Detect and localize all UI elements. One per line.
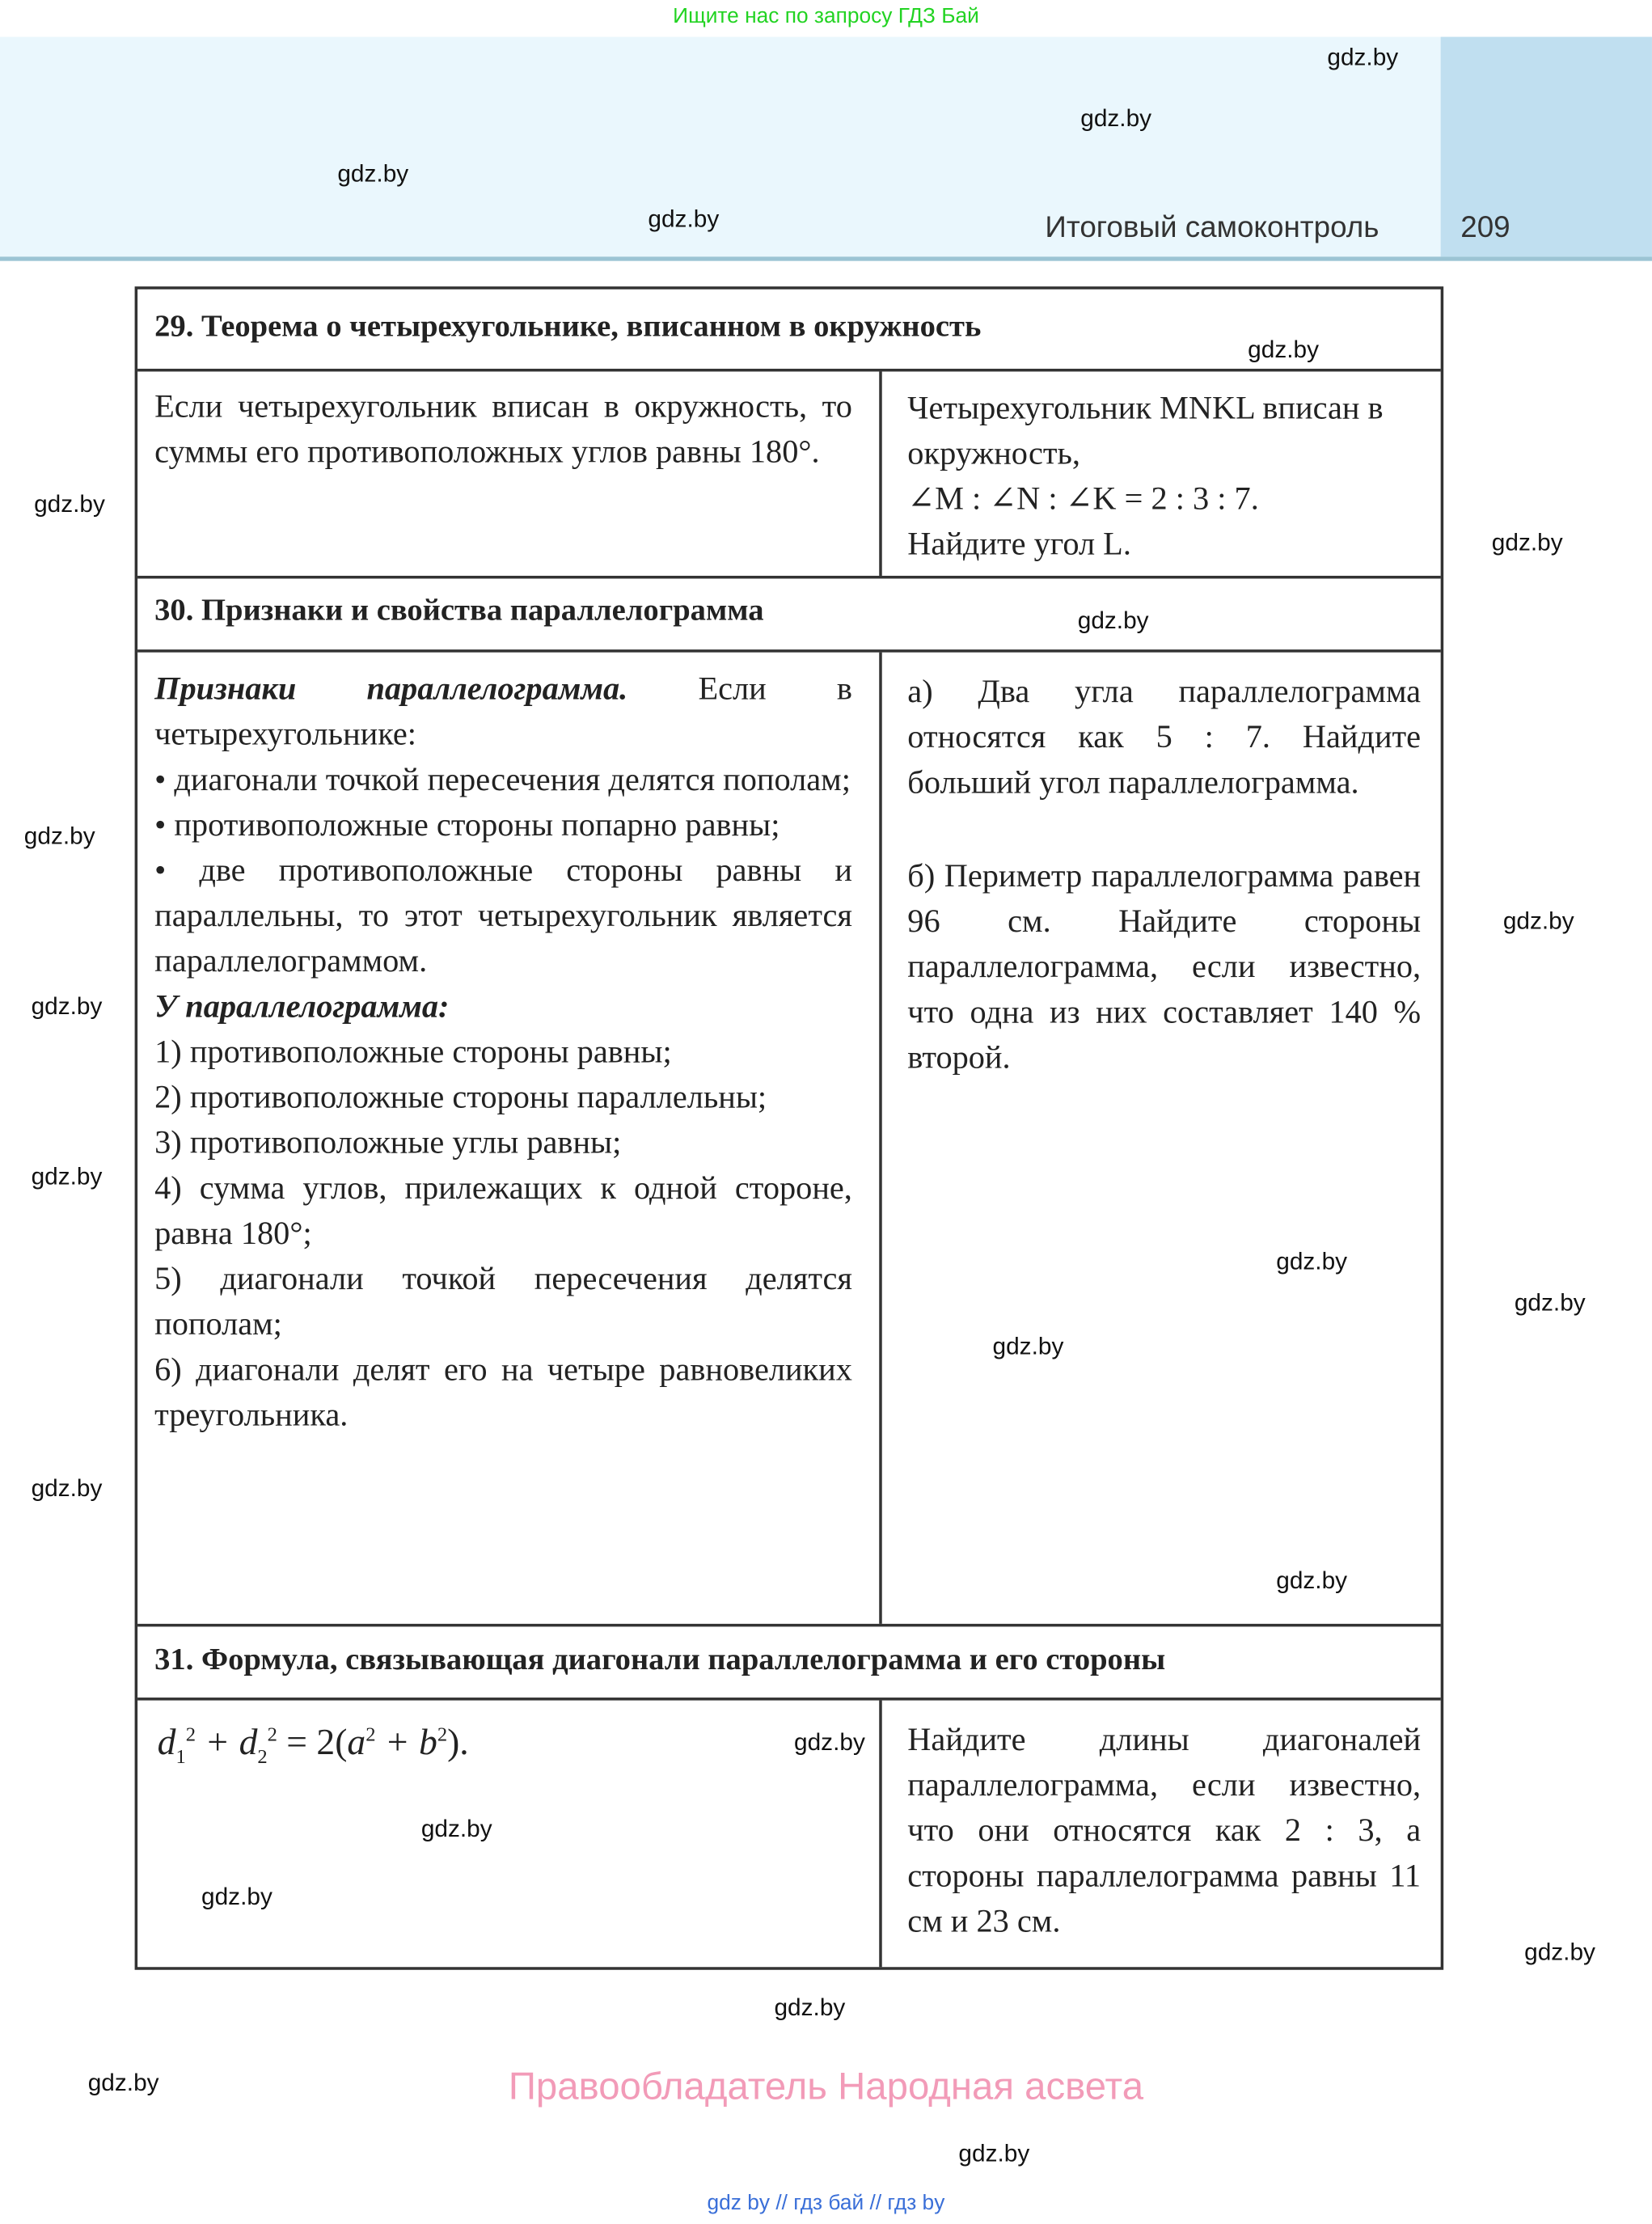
search-hint: Ищите нас по запросу ГДЗ Бай <box>673 4 979 29</box>
task-text: Найдите длины диагоналей параллелограмма, если известно, что они относятся как 2 : 3, а стороны параллелограмма равны 11 см и 23 см. <box>907 1721 1422 1939</box>
header-band <box>0 37 1652 261</box>
running-title: Итоговый самоконтроль <box>1045 211 1379 244</box>
watermark: gdz.by <box>992 1333 1064 1360</box>
watermark: gdz.by <box>648 205 720 233</box>
watermark: gdz.by <box>23 822 95 850</box>
summary-table <box>135 286 1444 1970</box>
signs-intro: Если в четырехугольнике: <box>154 670 852 752</box>
property-item: 4) сумма углов, прилежащих к одной стороне, равна 180°; <box>154 1169 852 1251</box>
watermark: gdz.by <box>1276 1248 1348 1275</box>
copyright-notice: Правообладатель Народная асвета <box>508 2065 1144 2108</box>
property-item: 6) диагонали делят его на четыре равновеликих треугольника. <box>154 1351 852 1433</box>
watermark: gdz.by <box>87 2069 159 2096</box>
column-divider <box>879 371 882 576</box>
property-item: 5) диагонали точкой пересечения делятся пополам; <box>154 1260 852 1342</box>
watermark: gdz.by <box>31 1474 103 1503</box>
divider <box>137 1624 1441 1627</box>
column-divider <box>879 1701 882 1968</box>
divider <box>137 1698 1441 1701</box>
section-30-tasks <box>907 670 1421 1081</box>
watermark: gdz.by <box>1327 44 1399 71</box>
divider <box>137 576 1441 579</box>
watermark: gdz.by <box>1524 1939 1595 1966</box>
watermark: gdz.by <box>420 1815 492 1842</box>
watermark: gdz.by <box>201 1883 273 1911</box>
section-31-title: 31. Формула, связывающая диагонали параллелограмма и его стороны <box>154 1640 1166 1676</box>
watermark: gdz.by <box>34 490 105 518</box>
watermark: gdz.by <box>1080 104 1152 133</box>
task-b: б) Периметр параллелограмма равен 96 см. Найдите стороны параллелограмма, если известно, что одна из них составляет 140 % второй. <box>907 857 1422 1076</box>
watermark: gdz.by <box>337 160 409 188</box>
property-item: 2) противоположные стороны параллельны; <box>154 1079 767 1115</box>
property-item: 1) противоположные стороны равны; <box>154 1034 672 1070</box>
column-divider <box>879 653 882 1624</box>
props-heading: У параллелограмма: <box>154 988 450 1025</box>
section-29-title: 29. Теорема о четырехугольнике, вписанном в окружность <box>154 307 982 344</box>
section-31-task <box>907 1718 1421 1945</box>
sign-item: • диагонали точкой пересечения делятся пополам; <box>154 761 851 797</box>
watermark: gdz.by <box>774 1994 846 2021</box>
divider <box>137 649 1441 653</box>
watermark: gdz.by <box>958 2140 1030 2167</box>
watermark: gdz.by <box>1491 529 1563 556</box>
watermark: gdz.by <box>1502 907 1574 935</box>
task-line: Четырехугольник MNKL вписан в окружность, <box>907 390 1384 471</box>
sign-item: • две противоположные стороны равны и параллельны, то этот четырехугольник является параллелограммом. <box>154 852 852 979</box>
watermark: gdz.by <box>1077 607 1149 634</box>
section-30-theory <box>154 666 852 1438</box>
sign-item: • противоположные стороны попарно равны; <box>154 806 780 843</box>
task-a: а) Два угла параллелограмма относятся как 5 : 7. Найдите больший угол параллелограмма. <box>907 673 1422 801</box>
watermark: gdz.by <box>1514 1289 1586 1317</box>
diagonal-formula: $d_1^2 + d_2^2 = 2(a^2 + b^2)$. <box>157 1721 469 1769</box>
task-line: Найдите угол L. <box>907 526 1131 562</box>
divider <box>137 369 1441 372</box>
signs-heading: Признаки параллелограмма. <box>154 670 628 707</box>
page-number: 209 <box>1460 211 1510 244</box>
watermark: gdz.by <box>1276 1567 1348 1595</box>
section-29-task <box>907 386 1421 567</box>
watermark: gdz.by <box>31 992 103 1020</box>
watermark: gdz.by <box>31 1162 103 1190</box>
section-29-theory <box>154 384 852 475</box>
theory-text: Если четырехугольник вписан в окружность, то суммы его противоположных углов равны 180°. <box>154 388 852 470</box>
watermark: gdz.by <box>794 1728 865 1756</box>
footer-links[interactable]: gdz by // гдз бай // гдз by <box>707 2191 945 2216</box>
watermark: gdz.by <box>1248 336 1320 363</box>
section-30-title: 30. Признаки и свойства параллелограмма <box>154 591 764 628</box>
property-item: 3) противоположные углы равны; <box>154 1124 622 1161</box>
task-line: ∠M : ∠N : ∠K = 2 : 3 : 7. <box>907 480 1259 517</box>
